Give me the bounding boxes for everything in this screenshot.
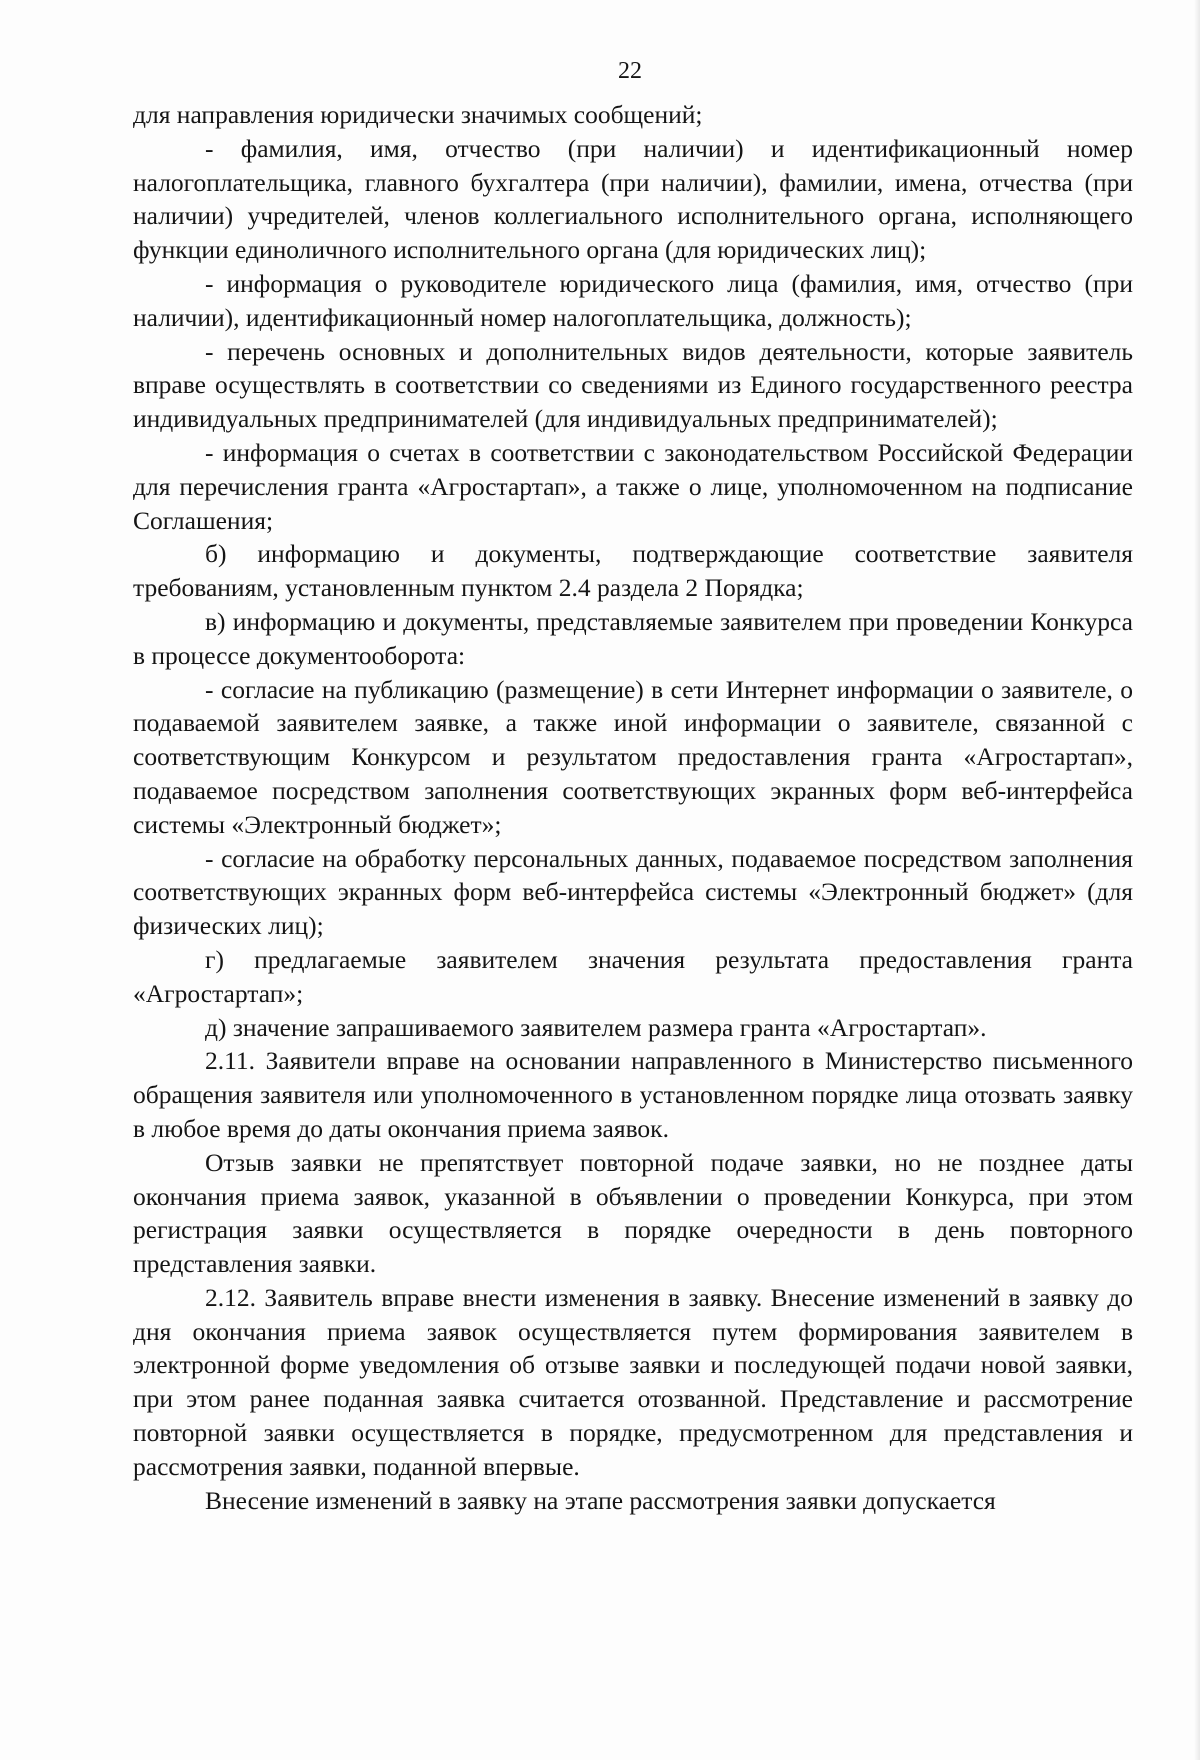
- paragraph-1: для направления юридически значимых сообщений;: [133, 100, 703, 129]
- paragraph-8: - согласие на публикацию (размещение) в сети Интернет информации о заявителе, о подаваемой заявителем заявке, а также иной информации о заявителе, связанной с соответствующим Конкурсом и результатом предоставления гранта «Агростартап», подаваемое посредством заполнения соответствующих экранных форм веб-интерфейса системы «Электронный бюджет»;: [133, 674, 1133, 839]
- paragraph-14: 2.12. Заявитель вправе внести изменения в заявку. Внесение изменений в заявку до дня окончания приема заявок осуществляется путем формирования заявителем в электронной форме уведомления об отзыве заявки и последующей подачи новой заявки, при этом ранее поданная заявка считается отозванной. Представление и рассмотрение повторной заявки осуществляется в порядке, предусмотренном для представления и рассмотрения заявки, поданной впервые.: [133, 1282, 1133, 1481]
- paragraph-2: - фамилия, имя, отчество (при наличии) и идентификационный номер налогоплательщика, главного бухгалтера (при наличии), фамилии, имена, отчества (при наличии) учредителей, членов коллегиального исполнительного органа, исполняющего функции единоличного исполнительного органа (для юридических лиц);: [133, 133, 1133, 265]
- paragraph-15: Внесение изменений в заявку на этапе рассмотрения заявки допускается: [205, 1485, 996, 1515]
- paragraph-3: - информация о руководителе юридического лица (фамилия, имя, отчество (при наличии), идентификационный номер налогоплательщика, должность);: [133, 268, 1133, 332]
- page-number: 22: [618, 58, 642, 84]
- paragraph-6: б) информацию и документы, подтверждающие соответствие заявителя требованиям, установленным пунктом 2.4 раздела 2 Порядка;: [133, 539, 1133, 603]
- document-body: [133, 98, 1133, 1517]
- paragraph-9: - согласие на обработку персональных данных, подаваемое посредством заполнения соответствующих экранных форм веб-интерфейса системы «Электронный бюджет» (для физических лиц);: [133, 843, 1133, 941]
- paragraph-7: в) информацию и документы, представляемые заявителем при проведении Конкурса в процессе документооборота:: [133, 606, 1133, 670]
- paragraph-11: д) значение запрашиваемого заявителем размера гранта «Агростартап».: [205, 1012, 987, 1042]
- paragraph-5: - информация о счетах в соответствии с законодательством Российской Федерации для перечисления гранта «Агростартап», а также о лице, уполномоченном на подписание Соглашения;: [133, 437, 1133, 535]
- scan-shadow-edge: [1194, 0, 1200, 1760]
- paragraph-4: - перечень основных и дополнительных видов деятельности, которые заявитель вправе осуществлять в соответствии со сведениями из Единого государственного реестра индивидуальных предпринимателей (для индивидуальных предпринимателей);: [133, 336, 1133, 434]
- paragraph-12: 2.11. Заявители вправе на основании направленного в Министерство письменного обращения заявителя или уполномоченного в установленном порядке лица отозвать заявку в любое время до даты окончания приема заявок.: [133, 1046, 1133, 1143]
- paragraph-13: Отзыв заявки не препятствует повторной подаче заявки, но не позднее даты окончания приема заявок, указанной в объявлении о проведении Конкурса, при этом регистрация заявки осуществляется в порядке очередности в день повторного представления заявки.: [133, 1147, 1133, 1279]
- paragraph-10: г) предлагаемые заявителем значения результата предоставления гранта «Агростартап»;: [133, 944, 1133, 1008]
